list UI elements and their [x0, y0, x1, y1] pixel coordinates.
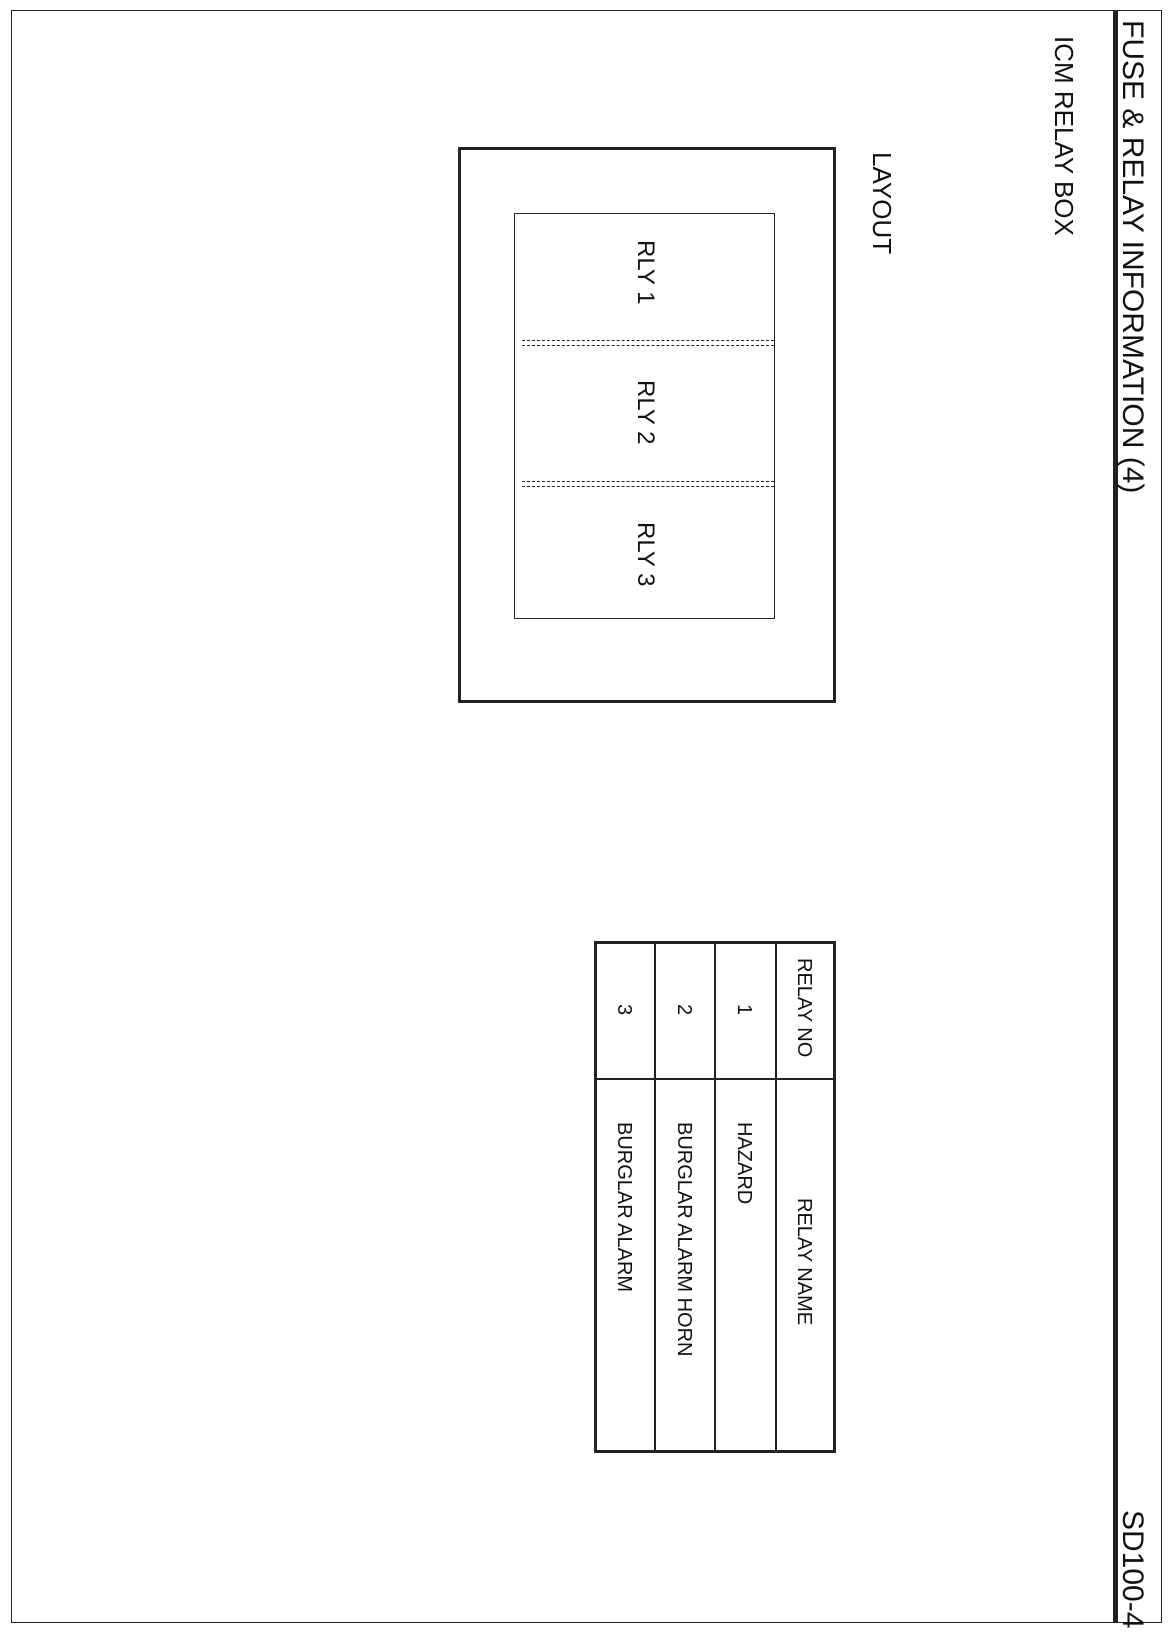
relay-slot-2: RLY 2	[632, 380, 659, 445]
table-cell-relay-no-3: 3	[613, 1004, 635, 1016]
table-header-relay-name: RELAY NAME	[793, 1198, 815, 1326]
table-cell-relay-name-2: BURGLAR ALARM HORN	[673, 1122, 695, 1357]
table-header-relay-no: RELAY NO	[793, 958, 815, 1058]
table-divider-row-1	[714, 941, 716, 1453]
table-divider-header	[775, 941, 777, 1453]
document-code: SD100-4	[1116, 1510, 1149, 1629]
relay-separator-1-2	[522, 340, 774, 346]
table-cell-relay-name-1: HAZARD	[733, 1122, 755, 1205]
layout-label: LAYOUT	[867, 152, 897, 255]
table-column-divider	[594, 1078, 836, 1080]
relay-slot-3: RLY 3	[632, 522, 659, 587]
table-divider-row-2	[654, 941, 656, 1453]
table-cell-relay-no-2: 2	[673, 1004, 695, 1016]
table-cell-relay-name-3: BURGLAR ALARM	[613, 1122, 635, 1293]
table-cell-relay-no-1: 1	[733, 1004, 755, 1016]
relay-slot-1: RLY 1	[632, 240, 659, 305]
page-title: FUSE & RELAY INFORMATION (4)	[1116, 20, 1149, 494]
section-title: ICM RELAY BOX	[1049, 36, 1079, 236]
relay-separator-2-3	[522, 481, 774, 487]
